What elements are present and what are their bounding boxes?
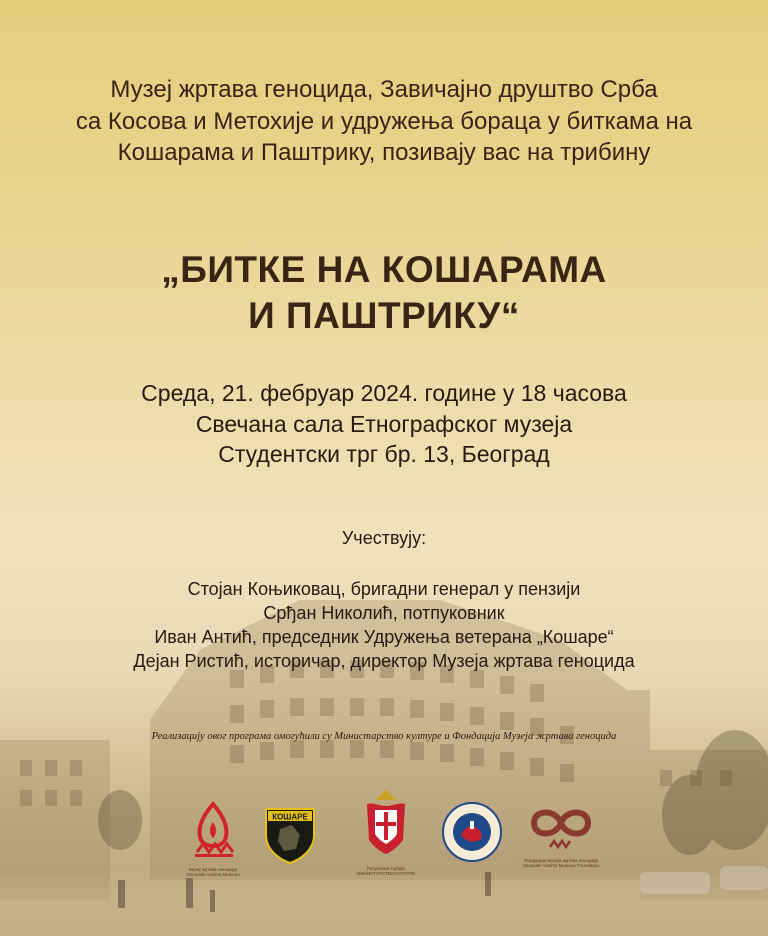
- participants-heading: Учествују:: [341, 528, 427, 548]
- museum-logo: [187, 800, 239, 866]
- event-venue: Свечана сала Етнографског музеја: [195, 410, 573, 437]
- participant: Дејан Ристић, историчар, директор Музеја жртава геноцида: [133, 651, 635, 671]
- koshare-logo-text: КОШАРЕ: [272, 812, 308, 822]
- intro-line: Музеј жртава геноцида, Завичајно друштво Срба: [110, 76, 658, 103]
- foundation-caption-line: Фондација Музеја жртава геноцида: [524, 858, 598, 863]
- participant: Срђан Николић, потпуковник: [263, 603, 505, 623]
- title-line: И ПАШТРИКУ“: [248, 295, 520, 336]
- intro-text: [0, 74, 768, 169]
- event-address: Студентски трг бр. 13, Београд: [218, 441, 550, 467]
- event-details: [0, 378, 768, 470]
- ministry-caption-line: Република Србија: [367, 866, 405, 871]
- intro-line: Кошарама и Паштрику, позивају вас на трибину: [117, 139, 651, 166]
- ministry-caption-line: МИНИСТАРСТВО КУЛТУРЕ: [356, 871, 416, 876]
- koshare-veterans-logo: [262, 805, 318, 865]
- participant: Стојан Коњиковац, бригадни генерал у пензији: [187, 579, 581, 599]
- foundation-logo: [526, 803, 596, 855]
- society-emblem-icon: [441, 801, 503, 863]
- ministry-logo-caption: [350, 866, 422, 876]
- sponsor-credit: Реализацију овог програма омогућили су Министарство културе и Фондација Музеја жртава геноцида: [151, 731, 617, 742]
- foundation-logo-caption: [516, 858, 606, 868]
- event-date: Среда, 21. фебруар 2024. године у 18 часова: [141, 380, 627, 406]
- museum-logo-caption: [180, 867, 246, 877]
- participant: Иван Антић, председник Удружења ветерана „Кошаре“: [154, 627, 614, 647]
- koshare-shield-icon: [262, 805, 318, 865]
- event-title: [0, 247, 768, 339]
- participants-list: [0, 577, 768, 673]
- homeland-society-logo: [441, 801, 503, 863]
- museum-emblem-icon: [187, 800, 239, 866]
- serbian-coat-of-arms-icon: [363, 786, 409, 864]
- foundation-caption-line: Genocide Victims Museum Foundation: [522, 863, 600, 868]
- museum-caption-line: Genocide Victims Museum: [186, 872, 240, 877]
- intro-line: са Косова и Метохије и удружења бораца у биткама на: [75, 107, 693, 135]
- foundation-knot-icon: [526, 803, 596, 855]
- museum-caption-line: Музеј жртава геноцида: [188, 867, 238, 872]
- ministry-of-culture-logo: [363, 786, 409, 864]
- title-line: „БИТКЕ НА КОШАРАМА: [161, 249, 607, 290]
